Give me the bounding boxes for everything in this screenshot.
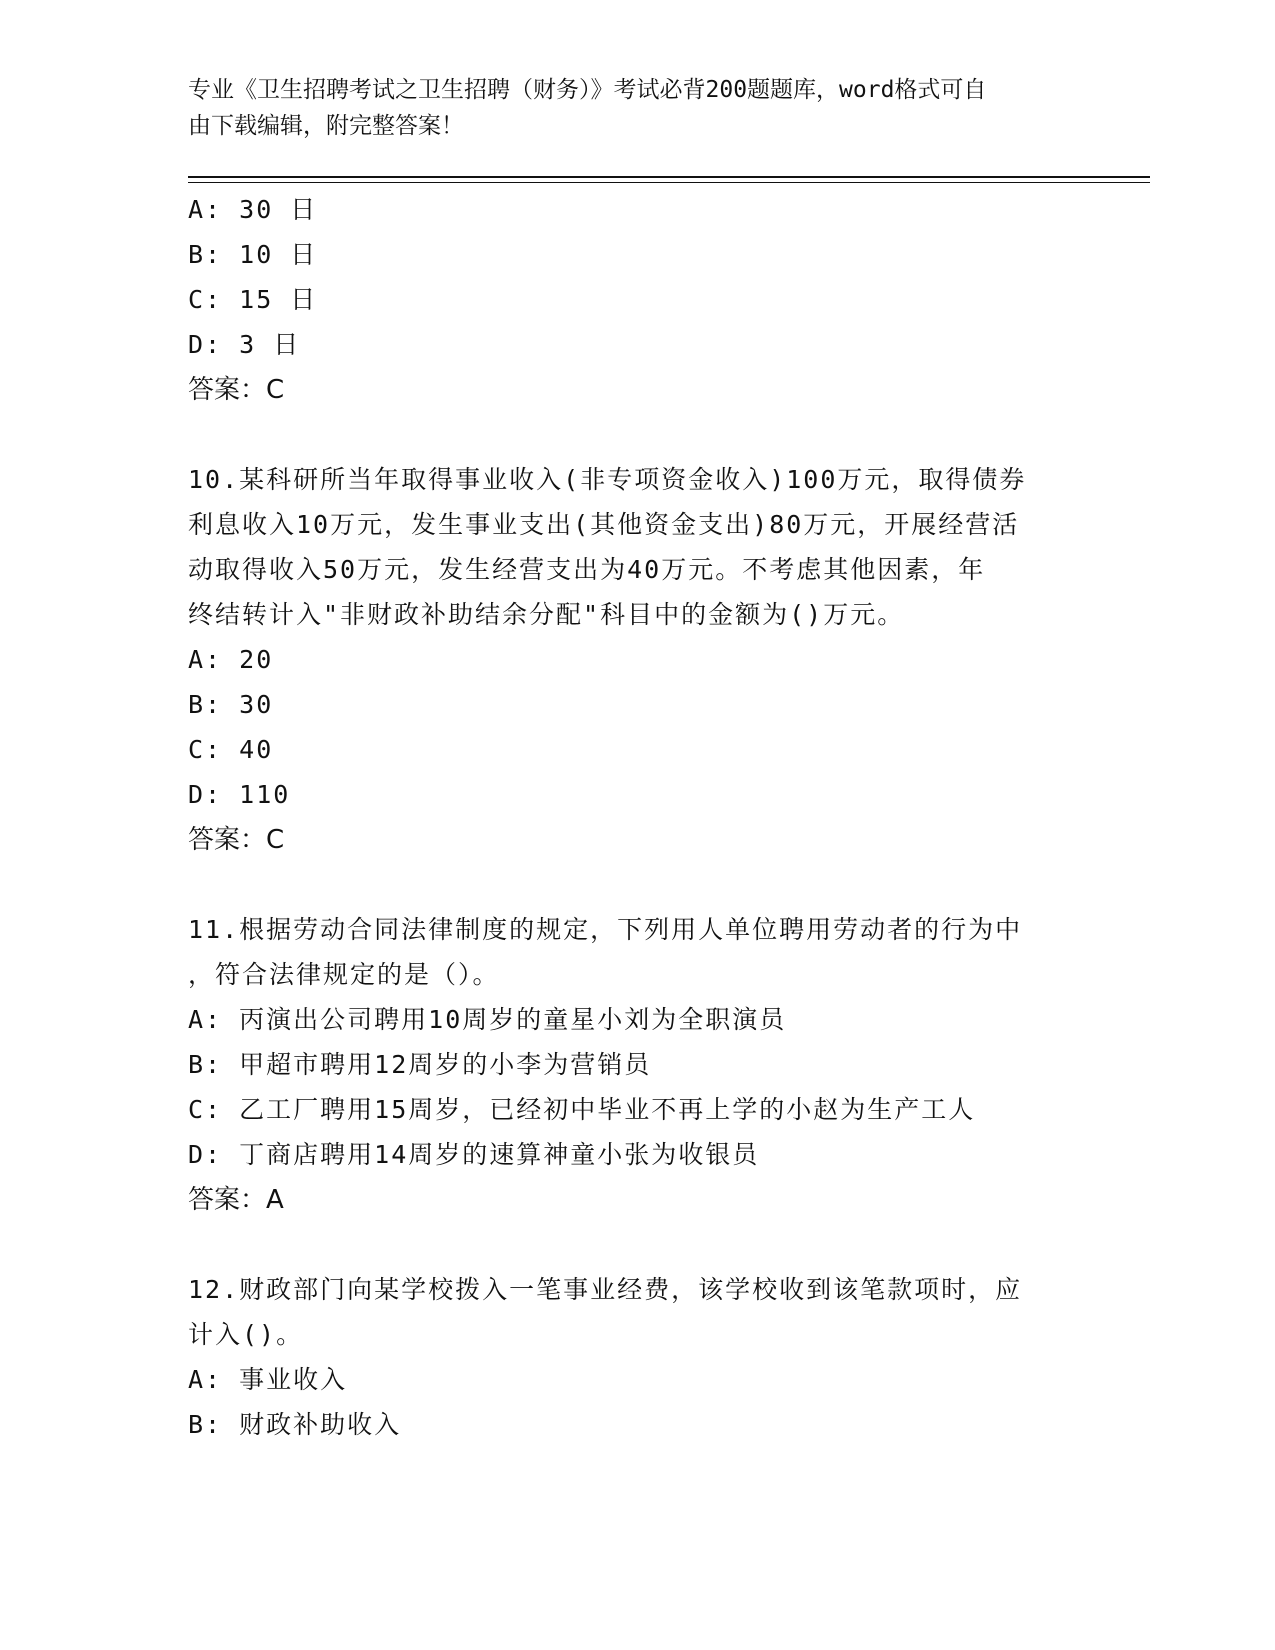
q12-stem-line-2: 计入()。 xyxy=(188,1320,304,1349)
q10-option-b: B: 30 xyxy=(188,690,274,719)
q10-option-a: A: 20 xyxy=(188,645,274,674)
q9-option-b: B: 10 日 xyxy=(188,240,318,269)
q11-stem-line-2: ，符合法律规定的是（）。 xyxy=(188,960,500,989)
q12-option-a: A: 事业收入 xyxy=(188,1365,348,1394)
q10-answer: 答案：C xyxy=(188,825,285,855)
q9-answer: 答案：C xyxy=(188,375,285,405)
q10-stem-line-4: 终结转计入"非财政补助结余分配"科目中的金额为()万元。 xyxy=(188,600,905,629)
q11-option-a: A: 丙演出公司聘用10周岁的童星小刘为全职演员 xyxy=(188,1005,787,1034)
q10-stem-line-1: 10.某科研所当年取得事业收入(非专项资金收入)100万元，取得债券 xyxy=(188,465,1027,494)
header-rule-thin xyxy=(188,182,1150,183)
q12-stem-line-1: 12.财政部门向某学校拨入一笔事业经费，该学校收到该笔款项时，应 xyxy=(188,1275,1023,1304)
q10-stem-line-3: 动取得收入50万元，发生经营支出为40万元。不考虑其他因素，年 xyxy=(188,555,986,584)
q10-option-c: C: 40 xyxy=(188,735,274,764)
q9-option-a: A: 30 日 xyxy=(188,195,318,224)
q11-answer: 答案：A xyxy=(188,1185,284,1215)
q12-option-b: B: 财政补助收入 xyxy=(188,1410,402,1439)
q11-option-c: C: 乙工厂聘用15周岁，已经初中毕业不再上学的小赵为生产工人 xyxy=(188,1095,976,1124)
q9-option-d: D: 3 日 xyxy=(188,330,301,359)
q11-option-b: B: 甲超市聘用12周岁的小李为营销员 xyxy=(188,1050,652,1079)
q11-stem-line-1: 11.根据劳动合同法律制度的规定，下列用人单位聘用劳动者的行为中 xyxy=(188,915,1023,944)
header-line-2: 由下载编辑，附完整答案！ xyxy=(188,113,464,139)
header-line-1: 专业《卫生招聘考试之卫生招聘（财务）》考试必背200题题库，word格式可自 xyxy=(188,77,987,103)
q11-option-d: D: 丁商店聘用14周岁的速算神童小张为收银员 xyxy=(188,1140,760,1169)
q9-option-c: C: 15 日 xyxy=(188,285,318,314)
header-rule-thick xyxy=(188,176,1150,178)
q10-stem-line-2: 利息收入10万元，发生事业支出(其他资金支出)80万元，开展经营活 xyxy=(188,510,1020,539)
q10-option-d: D: 110 xyxy=(188,780,291,809)
